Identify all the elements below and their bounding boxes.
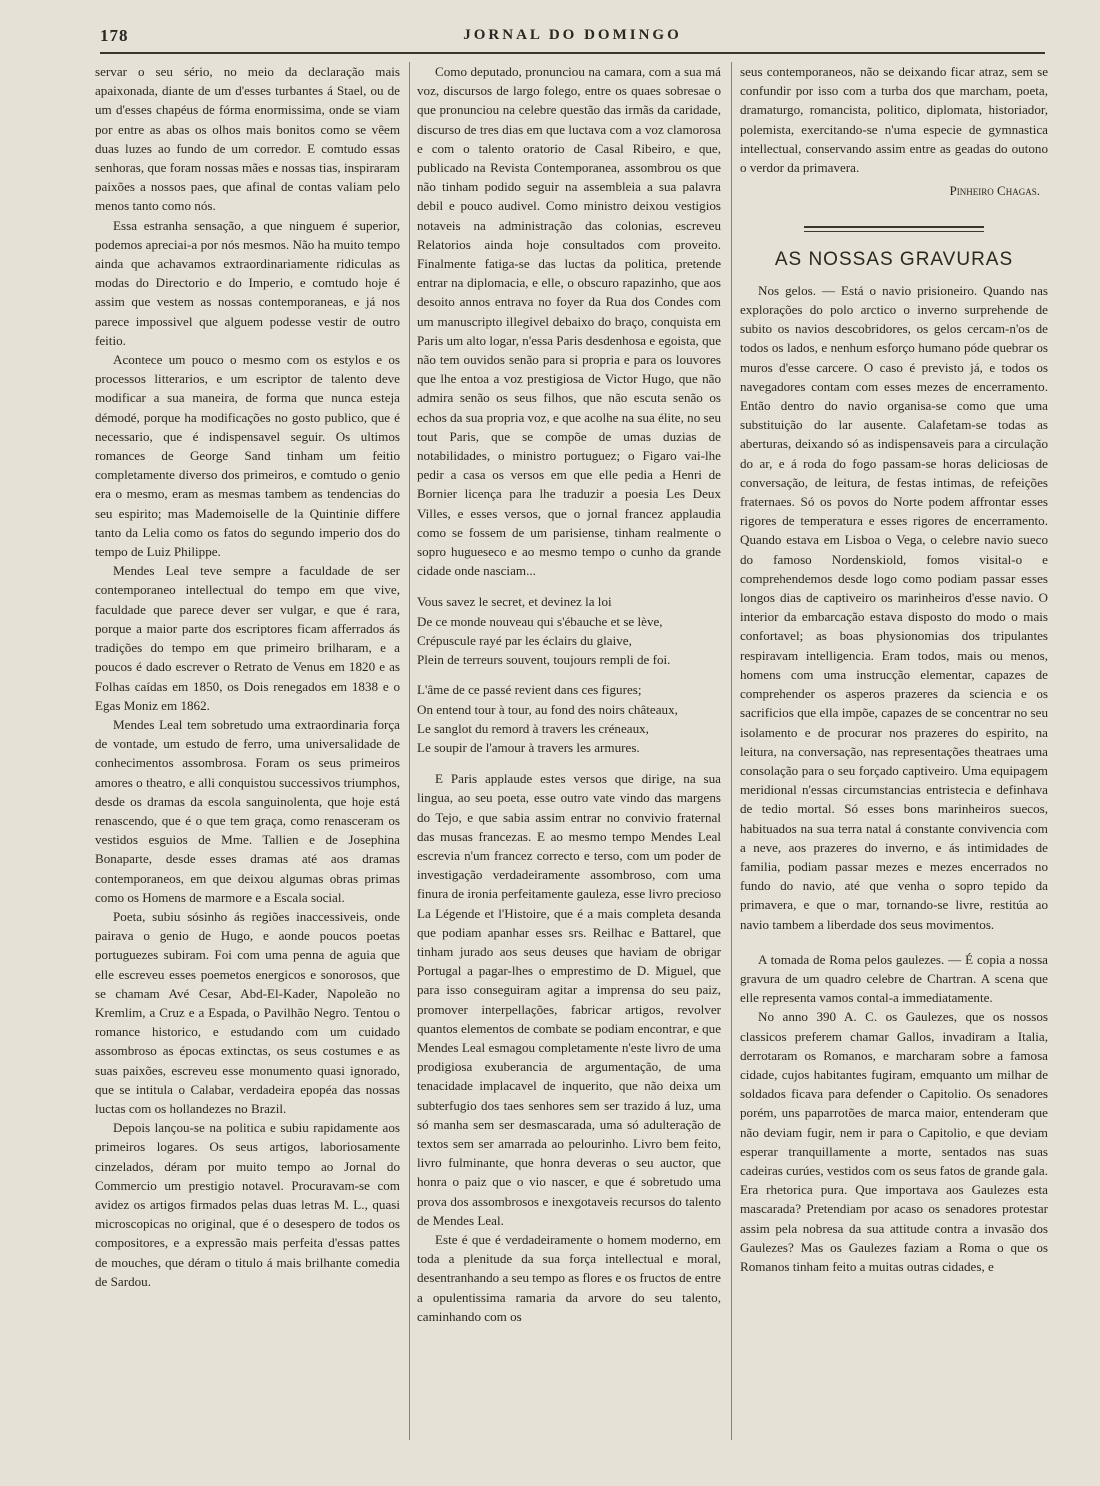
french-poem — [417, 592, 721, 757]
column-1 — [95, 62, 400, 1462]
paragraph: A tomada de Roma pelos gaulezes. — É copia a nossa gravura de um quadro celebre de Chartran. A scena que elle representa vamos contal-a immediatamente. — [740, 951, 1048, 1006]
poem-stanza — [417, 592, 721, 669]
paragraph: Este é que é verdadeiramente o homem moderno, em toda a plenitude da sua força intellectual e moral, desentranhando a seu tempo as flores e os fructos de entre a opulentissima ramaria da arvore do seu talento, caminhando com os — [417, 1231, 721, 1324]
poem-line: Le sanglot du remord à travers les créneaux, — [417, 720, 649, 736]
poem-line: Vous savez le secret, et devinez la loi — [417, 594, 612, 610]
paragraph: seus contemporaneos, não se deixando ficar atraz, sem se confundir por isso com a turba dos que marcham, poeta, dramaturgo, romancista, politico, diplomata, historiador, polemista, exercitando-se n'uma especie de gymnastica intellectual, conservando assim entre as geadas do outono o verdor da primavera. — [740, 64, 1048, 176]
paragraph: Acontece um pouco o mesmo com os estylos e os processos litterarios, e um escriptor de talento deve modificar a sua maneira, de forma que nunca esteja démodé, porque ha modificações no gosto publico, que é necessario, que é indispensavel seguir. Os ultimos romances de George Sand tinham um feitio completamente diverso dos primeiros, e comtudo o genio era o mesmo, eram as mesmas tambem as tendencias do seu espirito; mas Mademoiselle de la Quintinie differe tanto da Lelia como os fatos do segundo imperio dos do tempo de Luiz Philippe. — [95, 352, 400, 560]
poem-line: Le soupir de l'amour à travers les armures. — [417, 739, 640, 755]
column-2 — [417, 62, 721, 1462]
paragraph: Poeta, subiu sósinho ás regiões inaccessiveis, onde pairava o genio de Hugo, e aonde poucos poetas portuguezes subiram. Foi com uma penna de aguia que elle escreveu esses poemetos energicos e sonorosos, que se chamam Avé Cesar, Abd-El-Kader, Napoleão no Kremlim, a Cruz e a Espada, o Pavilhão Negro. Tentou o romance historico, e estudando com um cuidado assombroso as épocas extinctas, os seus costumes e as suas paixões, escreveu esse monumento quasi ignorado, que se intitula o Calabar, verdadeira epopéa das nossas luctas com os hollandezes no Brazil. — [95, 908, 400, 1116]
paragraph: Mendes Leal tem sobretudo uma extraordinaria força de vontade, um estudo de ferro, uma universalidade de conhecimentos assombrosa. Foram os seus primeiros amores o theatro, e alli conquistou successivos triumphos, desde os dramas da escola sanguinolenta, que hoje está renascendo, que é o que tem graça, como renasceram os vestidos esguios de Mme. Tallien e de Josephina Bonaparte, desde esses dramas até aos dramas contemporaneos, em que deixou algumas obras primas como os Homens de marmore e a Escala social. — [95, 716, 400, 905]
paragraph: No anno 390 A. C. os Gaulezes, que os nossos classicos preferem chamar Gallos, invadiram a Italia, derrotaram os Romanos, e marcharam sobre a famosa cidade, cujos habitantes fugiram, emquanto um milhar de soldados ficava para defender o Capitolio. Os senadores porém, uns paparrotões de marca maior, entenderam que não deviam fugir, nem ir para o Capitolio, e que deviam esperar tranquillamente a morte, sentados nas suas cadeiras curúes, vestidos com os seus fatos de grande gala. Era rhetorica pura. Que importava aos Gaulezes esta mascarada? Pretendiam por acaso os senadores protestar assim pela nobresa da sua attitude contra a invasão dos Gaulezes? Mas os Gaulezes faziam a Roma o que os Romanos tinham feito a muitas outras cidades, e — [740, 1009, 1048, 1274]
paragraph: Como deputado, pronunciou na camara, com a sua má voz, discursos de largo folego, entre os quaes sobresae o que pronunciou na celebre questão das irmãs da caridade, discurso de tres dias em que luctava com a voz clamorosa e com o talento oratorio de Casal Ribeiro, e que, publicado na Revista Contemporanea, assombrou os que não tinham podido seguir na assembleia a sua palavra debil e pouco audivel. Como ministro deixou vestigios notaveis na administração das colonias, escreveu Relatorios ainda hoje consultados com proveito. Finalmente fatiga-se das luctas da politica, pretende entrar na diplomacia, e elle, o obscuro rapazinho, que aos desoito annos entrava no foyer da Rua dos Condes com um manuscripto illegivel debaixo do braço, conquista em Paris um alto logar, n'essa Paris desdenhosa e egoista, que não tem ouvidos senão para si propria e para os louvores que lhe entoa a voz prestigiosa de Victor Hugo, que não admira senão os seus filhos, que não escuta senão os echos da sua propria voz, e que acolhe na sua élite, no seu tout Paris, que se compõe de umas duzias de notabilidades, o ministro portuguez; o Figaro vai-lhe pedir a casa os versos em que elle pedia a Henri de Bornier licença para lhe traduzir a poesia Les Deux Villes, e esses versos, que o jornal francez applaudia como se fossem de um parisiense, tinham realmente o sopro hugueseco e ao mesmo tempo o cunho da grande cidade onde nasciam... — [417, 64, 721, 579]
paragraph: servar o seu sério, no meio da declaração mais apaixonada, diante de um d'esses turbantes á Stael, ou de um d'esses chapéus de fórma enormissima, onde se viam por entre as abas os olhos mais bonitos como se vêem duas luzes ao fundo de um corredor. E comtudo essas senhoras, que foram nossas mães e nossas tias, inspiraram paixões a nossos paes, que afinal de contas valiam pelo menos tanto como nós. — [95, 64, 400, 214]
column-divider — [731, 62, 732, 1440]
paragraph: Mendes Leal teve sempre a faculdade de ser contemporaneo intellectual do tempo em que vive, faculdade que parece dever ser vulgar, e que é rara, porque a maior parte dos escriptores ficam afferrados ás tradições do tempo em que primeiro brilharam, e a poucos é dado escrever o Retrato de Venus em 1820 e as Folhas caídas em 1850, os Dois renegados em 1838 e o Egas Moniz em 1862. — [95, 563, 400, 713]
column-3 — [740, 62, 1048, 1462]
page-number: 178 — [100, 26, 129, 45]
paragraph: Depois lançou-se na politica e subiu rapidamente aos primeiros logares. Os seus artigos, laboriosamente cinzelados, déram por muito tempo ao Jornal do Commercio um prestigio notavel. Procuravam-se com avidez os artigos firmados pelas duas letras M. L., quasi microscopicas no original, que é o desespero de todos os compositores, e a expressão mais perfeita d'essas pattes de mouches, que déram o titulo á mais brilhante comedia de Sardou. — [95, 1120, 400, 1289]
paragraph: Nos gelos. — Está o navio prisioneiro. Quando nas explorações do polo arctico o inverno surprehende de subito os navios descobridores, os gelos cercam-n'os de todos os lados, e nenhum esforço humano póde quebrar os muros d'esse carcere. O caso é previsto já, e todos os navegadores contam com esses mezes de encerramento. Então dentro do navio organisa-se como que uma substituição do lar ausente. Calafetam-se todas as aberturas, deixando só as indispensaveis para a circulação do ar, e á roda do fogo passam-se horas deliciosas de conversação, de leitura, de festas intimas, de refeições fraternaes. Só os povos do Norte podem affrontar esses rigores de temperatura e esses rigores de encerramento. Quando estava em Lisboa o Vega, o celebre navio sueco do famoso Nordenskiold, fomos visital-o e comprehendemos desde logo como podiam passar esses longos dias de captiveiro os marinheiros d'esse navio. O interior da embarcação estava disposto do modo o mais confortavel; as boas physionomias dos tripulantes respiravam intelligencia. Eram todos, mais ou menos, homens com uma instrucção elementar, capazes de comprehender os asperos prazeres da sciencia e os sacrificios que ella impõe, capazes de se concentrar no seu isolamento e de procurar nos prazeres do espirito, na leitura, na conversação, nas representações theatraes uma consolação para o seu forçado captiveiro. Uma equipagem meridional n'essas circumstancias entristecia e definhava de tedio mortal. Só esses bons marinheiros suecos, habituados na sua terra natal á constante convivencia com a neve, aos prazeres do inverno, e ás intimidades de familia, podiam passar mezes e mezes encerrados no fundo do navio, até que venha o sopro tepido da primavera, e que o mar, tornando-se livre, restitúa ao navio tambem a liberdade dos seus movimentos. — [740, 282, 1048, 932]
poem-line: De ce monde nouveau qui s'ébauche et se lève, — [417, 613, 663, 629]
poem-line: Crépuscule rayé par les éclairs du glaive, — [417, 632, 632, 648]
page-header — [100, 24, 1045, 54]
section-heading: AS NOSSAS GRAVURAS — [774, 248, 1014, 270]
poem-line: On entend tour à tour, au fond des noirs châteaux, — [417, 701, 678, 717]
author-signature: Pinheiro Chagas. — [949, 183, 1040, 199]
section-divider — [740, 218, 1048, 237]
poem-stanza — [417, 680, 721, 757]
paragraph: E Paris applaude estes versos que dirige, na sua lingua, ao seu poeta, esse outro vate vindo das margens do Tejo, e que sabia assim entrar no convivio fraternal das musas francezas. E ao mesmo tempo Mendes Leal escrevia n'um francez correcto e terso, com um poder de investigação verdadeiramente assombroso, com uma finura de ironia perfeitamente gauleza, esse livro precioso La Légende et l'Histoire, que é a mais completa desanda que podiam apanhar esses srs. Reilhac e Battarel, que tinham jurado aos seus deuses que haviam de obrigar Portugal a pagar-lhes o emprestimo de D. Miguel, que para isso conseguiram agitar a imprensa do seu paiz, promover interpellações, fabricar artigos, revolver quantos elementos de combate se podiam encontrar, e que Mendes Leal esmagou completamente n'este livro de uma prodigiosa exuberancia de argumentação, de uma tenacidade implacavel de inquerito, que não deixa um subterfugio dos taes senhores sem ser trazido á luz, uma só manha sem ser desmascarada, uma só adulteração de textos sem ser amarrada ao pelourinho. Livro bem feito, livro fulminante, que honra deveras o seu auctor, que honra o paiz que o vio nascer, e que é sobretudo uma prova dos assombrosos e inexgotaveis recursos do talento de Mendes Leal. — [417, 771, 721, 1228]
paragraph: Essa estranha sensação, a que ninguem é superior, podemos apreciai-a por nós mesmos. Não ha muito tempo ainda que achavamos extraordinariamente ridiculas as modas do Directorio e do Imperio, e comtudo hoje é assim que vestem as nossas contemporaneas, e já nos parece impossivel que alguem podesse vestir de outro feitio. — [95, 217, 400, 348]
poem-line: L'âme de ce passé revient dans ces figures; — [417, 682, 642, 698]
poem-line: Plein de terreurs souvent, toujours rempli de foi. — [417, 652, 671, 668]
column-divider — [409, 62, 410, 1440]
journal-title: JORNAL DO DOMINGO — [463, 27, 682, 43]
